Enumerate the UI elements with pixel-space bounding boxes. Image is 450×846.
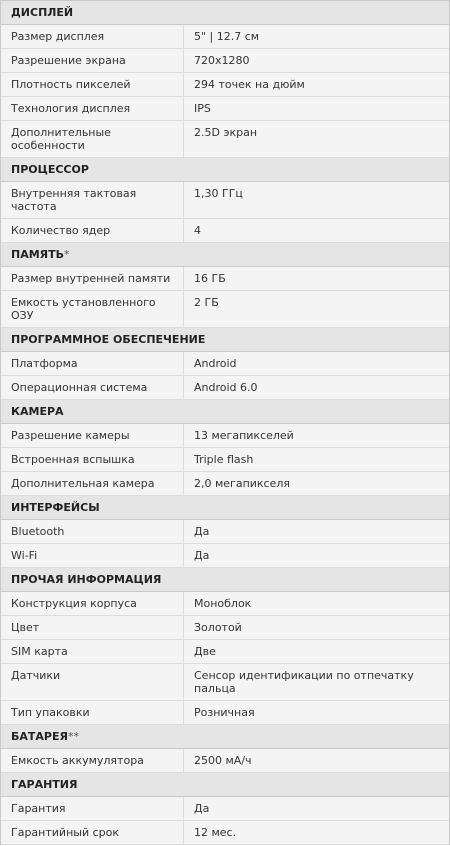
spec-row — [1, 664, 449, 701]
spec-row — [1, 424, 449, 448]
spec-row — [1, 376, 449, 400]
spec-row — [1, 73, 449, 97]
spec-row — [1, 352, 449, 376]
spec-label: Количество ядер — [1, 219, 184, 242]
section-header — [1, 725, 449, 749]
spec-value: 1,30 ГГц — [194, 187, 243, 200]
spec-row — [1, 219, 449, 243]
spec-value: Да — [194, 802, 210, 815]
spec-label: Размер дисплея — [1, 25, 184, 48]
spec-label: Технология дисплея — [1, 97, 184, 120]
spec-label: Датчики — [1, 664, 184, 700]
spec-label: Тип упаковки — [1, 701, 184, 724]
spec-row — [1, 291, 449, 328]
spec-row — [1, 797, 449, 821]
section-header — [1, 1, 449, 25]
spec-row — [1, 544, 449, 568]
spec-label: Плотность пикселей — [1, 73, 184, 96]
spec-row — [1, 592, 449, 616]
spec-value: Triple flash — [194, 453, 254, 466]
spec-row — [1, 640, 449, 664]
spec-label: Емкость установленного ОЗУ — [1, 291, 184, 327]
section-header — [1, 496, 449, 520]
section-header — [1, 568, 449, 592]
spec-value: Розничная — [194, 706, 255, 719]
spec-value: 2500 мА/ч — [194, 754, 252, 767]
spec-row — [1, 520, 449, 544]
spec-row — [1, 97, 449, 121]
spec-row — [1, 121, 449, 158]
spec-label: Разрешение камеры — [1, 424, 184, 447]
spec-row — [1, 25, 449, 49]
section-title: ДИСПЛЕЙ — [11, 6, 74, 19]
spec-value: 2,0 мегапикселя — [194, 477, 291, 490]
spec-value: 4 — [194, 224, 201, 237]
footnote-mark: ** — [67, 730, 79, 743]
spec-label: SIM карта — [1, 640, 184, 663]
spec-value: 13 мегапикселей — [194, 429, 294, 442]
spec-row — [1, 182, 449, 219]
spec-value: Android 6.0 — [194, 381, 258, 394]
spec-row — [1, 749, 449, 773]
section-title: ПРОГРАММНОЕ ОБЕСПЕЧЕНИЕ — [11, 333, 206, 346]
spec-label: Гарантия — [1, 797, 184, 820]
spec-label: Встроенная вспышка — [1, 448, 184, 471]
spec-value: Да — [194, 549, 210, 562]
spec-row — [1, 821, 449, 845]
section-header — [1, 328, 449, 352]
spec-value: 2.5D экран — [194, 126, 258, 139]
section-title: ПРОЦЕССОР — [11, 163, 89, 176]
spec-label: Wi-Fi — [1, 544, 184, 567]
spec-value: Две — [194, 645, 216, 658]
spec-row — [1, 448, 449, 472]
spec-label: Гарантийный срок — [1, 821, 184, 844]
spec-label: Операционная система — [1, 376, 184, 399]
spec-value: Моноблок — [194, 597, 252, 610]
spec-value: 720x1280 — [194, 54, 250, 67]
spec-value: Сенсор идентификации по отпечатку пальца — [194, 669, 414, 695]
spec-value: Android — [194, 357, 237, 370]
spec-row — [1, 49, 449, 73]
section-header — [1, 158, 449, 182]
section-header — [1, 773, 449, 797]
spec-value: 5" | 12.7 см — [194, 30, 260, 43]
spec-label: Внутренняя тактовая частота — [1, 182, 184, 218]
section-header — [1, 400, 449, 424]
spec-label: Емкость аккумулятора — [1, 749, 184, 772]
footnote-mark: * — [64, 248, 70, 261]
section-title: ИНТЕРФЕЙСЫ — [11, 501, 100, 514]
section-title: КАМЕРА — [11, 405, 64, 418]
spec-value: Да — [194, 525, 210, 538]
spec-label: Bluetooth — [1, 520, 184, 543]
spec-row — [1, 616, 449, 640]
spec-label: Дополнительные особенности — [1, 121, 184, 157]
section-title: ПРОЧАЯ ИНФОРМАЦИЯ — [11, 573, 162, 586]
spec-label: Конструкция корпуса — [1, 592, 184, 615]
spec-label: Платформа — [1, 352, 184, 375]
spec-value: 12 мес. — [194, 826, 237, 839]
section-title: БАТАРЕЯ — [11, 730, 68, 743]
spec-row — [1, 472, 449, 496]
spec-value: 2 ГБ — [194, 296, 219, 309]
spec-label: Размер внутренней памяти — [1, 267, 184, 290]
section-title: ГАРАНТИЯ — [11, 778, 78, 791]
section-title: ПАМЯТЬ — [11, 248, 65, 261]
section-header — [1, 243, 449, 267]
spec-value: IPS — [194, 102, 211, 115]
spec-label: Цвет — [1, 616, 184, 639]
spec-value: 294 точек на дюйм — [194, 78, 305, 91]
spec-row — [1, 267, 449, 291]
spec-label: Разрешение экрана — [1, 49, 184, 72]
spec-value: Золотой — [194, 621, 242, 634]
spec-label: Дополнительная камера — [1, 472, 184, 495]
spec-row — [1, 701, 449, 725]
spec-value: 16 ГБ — [194, 272, 226, 285]
